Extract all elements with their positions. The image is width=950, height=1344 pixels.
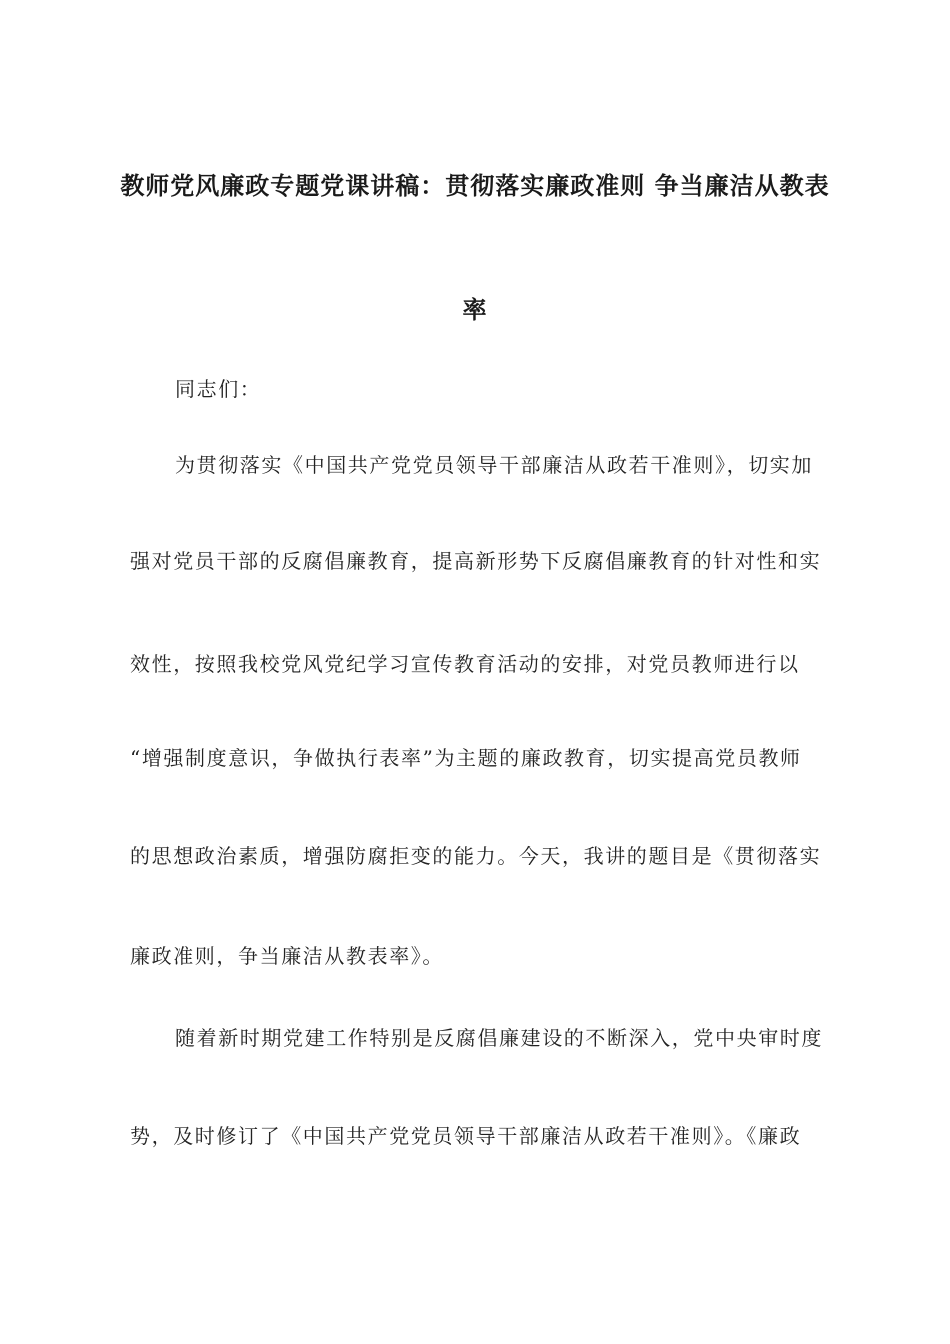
paragraph-1-line-1: 为贯彻落实《中国共产党党员领导干部廉洁从政若干准则》，切实加	[175, 453, 813, 477]
paragraph-1-line-5: 的思想政治素质，增强防腐拒变的能力。今天，我讲的题目是《贯彻落实	[130, 844, 822, 868]
paragraph-1-line-3: 效性，按照我校党风党纪学习宣传教育活动的安排，对党员教师进行以	[130, 652, 800, 676]
paragraph-1-line-6: 廉政准则，争当廉洁从教表率》。	[130, 944, 444, 968]
paragraph-1-line-4: “增强制度意识，争做执行表率”为主题的廉政教育，切实提高党员教师	[130, 746, 802, 770]
salutation: 同志们：	[175, 377, 262, 401]
document-title-line-1: 教师党风廉政专题党课讲稿：贯彻落实廉政准则 争当廉洁从教表	[120, 171, 830, 200]
document-title-line-2: 率	[462, 295, 488, 324]
paragraph-2-line-2: 势，及时修订了《中国共产党党员领导干部廉洁从政若干准则》。《廉政	[130, 1124, 802, 1148]
paragraph-1-line-2: 强对党员干部的反腐倡廉教育，提高新形势下反腐倡廉教育的针对性和实	[130, 549, 822, 573]
paragraph-2-line-1: 随着新时期党建工作特别是反腐倡廉建设的不断深入，党中央审时度	[175, 1026, 823, 1050]
